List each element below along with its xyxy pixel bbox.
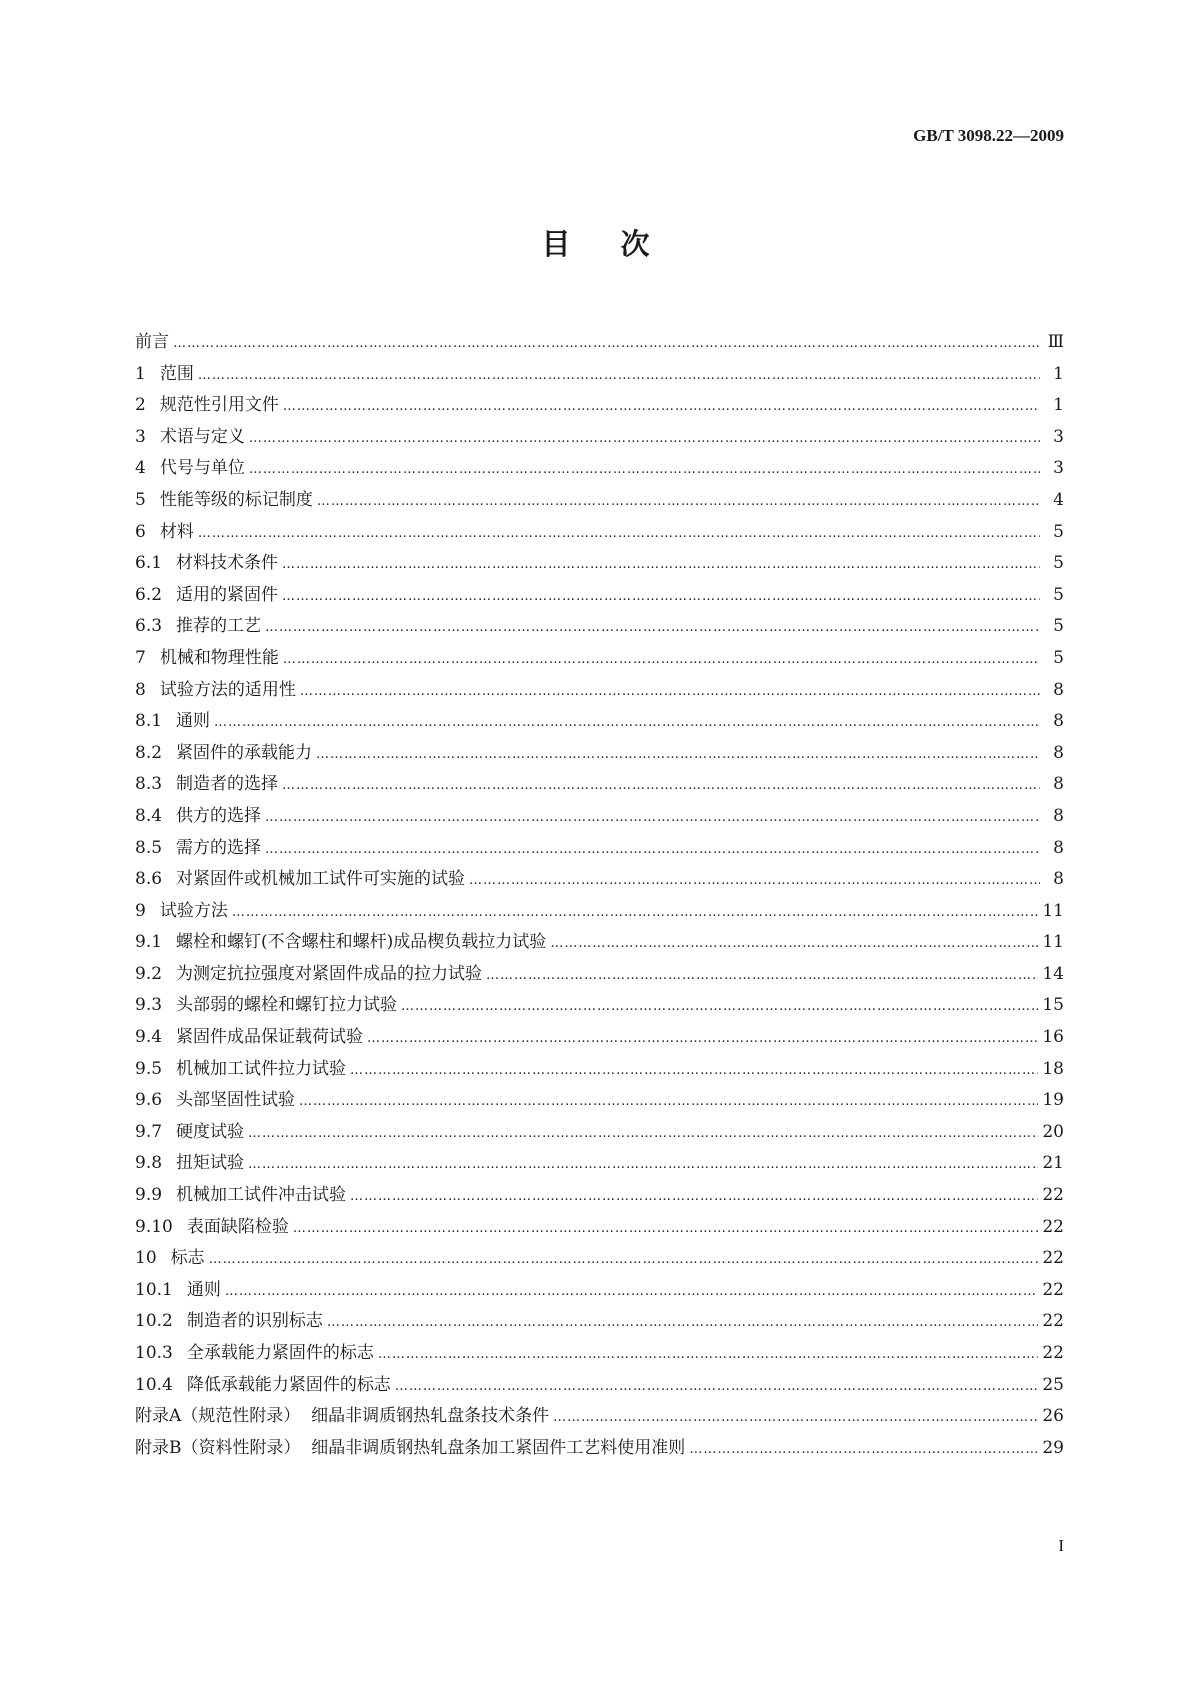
toc-entry-number: 9 — [135, 900, 146, 921]
toc-entry[interactable] — [135, 927, 1064, 959]
toc-entry-number: 9.5 — [135, 1058, 163, 1079]
toc-leader-dots — [293, 1221, 1039, 1236]
toc-entry-label: 标志 — [170, 1248, 205, 1269]
toc-entry-number: 9.9 — [135, 1185, 163, 1206]
toc-entry-number: 6.1 — [135, 553, 163, 574]
toc-entry[interactable] — [135, 580, 1064, 612]
toc-entry[interactable] — [135, 1370, 1064, 1402]
toc-entry-label: 紧固件成品保证载荷试验 — [176, 1027, 364, 1048]
toc-leader-dots — [469, 873, 1040, 888]
toc-entry-page: 11 — [1042, 932, 1064, 953]
toc-entry[interactable] — [135, 801, 1064, 833]
toc-entry-number: 8.5 — [135, 837, 163, 858]
toc-entry-page: 25 — [1042, 1374, 1064, 1395]
toc-entry-label: 性能等级的标记制度 — [159, 489, 313, 510]
toc-entry[interactable] — [135, 453, 1064, 485]
toc-entry-page: 5 — [1053, 647, 1064, 668]
toc-leader-dots — [300, 684, 1040, 699]
toc-entry-page: 5 — [1053, 616, 1064, 637]
toc-entry[interactable] — [135, 327, 1064, 359]
toc-entry-label: 前言 — [135, 332, 169, 352]
toc-entry-number: 9.1 — [135, 932, 163, 953]
toc-entry-label: 通则 — [186, 1279, 221, 1300]
toc-leader-dots — [350, 1063, 1038, 1078]
toc-entry-number: 6.2 — [135, 584, 163, 605]
toc-entry-label: 表面缺陷检验 — [186, 1216, 289, 1237]
toc-entry-label: 扭矩试验 — [176, 1153, 245, 1174]
toc-entry[interactable] — [135, 1212, 1064, 1244]
toc-leader-dots — [232, 905, 1039, 920]
toc-entry-page: 22 — [1042, 1248, 1064, 1269]
toc-entry-page: 8 — [1053, 837, 1064, 858]
toc-leader-dots — [265, 810, 1040, 825]
toc-entry-page: 1 — [1053, 395, 1064, 416]
toc-entry-number: 9.6 — [135, 1090, 163, 1111]
toc-entry-page: 29 — [1042, 1437, 1064, 1458]
toc-entry-label: 规范性引用文件 — [159, 395, 279, 416]
toc-entry[interactable] — [135, 959, 1064, 991]
toc-entry[interactable] — [135, 643, 1064, 675]
standard-code: GB/T 3098.22—2009 — [913, 126, 1064, 145]
toc-entry-number: 10.3 — [135, 1343, 173, 1363]
toc-entry-label: 机械加工试件冲击试验 — [176, 1185, 347, 1206]
toc-entry[interactable] — [135, 896, 1064, 928]
toc-entry[interactable] — [135, 1148, 1064, 1180]
toc-entry-number: 8 — [135, 679, 146, 700]
toc-entry-page: 11 — [1042, 900, 1064, 921]
toc-leader-dots — [282, 778, 1040, 793]
toc-entry-page: 8 — [1053, 805, 1064, 826]
toc-entry-number: 8.3 — [135, 774, 163, 795]
toc-leader-dots — [316, 747, 1040, 762]
toc-leader-dots — [198, 526, 1040, 541]
toc-leader-dots — [209, 1252, 1039, 1267]
toc-entry[interactable] — [135, 1117, 1064, 1149]
toc-entry[interactable] — [135, 1433, 1064, 1465]
toc-entry[interactable] — [135, 485, 1064, 517]
toc-entry-number: 3 — [135, 426, 146, 447]
toc-leader-dots — [248, 1157, 1038, 1172]
toc-entry-label: 硬度试验 — [176, 1121, 245, 1142]
toc-entry-number: 9.4 — [135, 1027, 163, 1048]
toc-entry-number: 9.3 — [135, 995, 163, 1016]
toc-entry-page: 22 — [1042, 1185, 1064, 1206]
toc-entry-page: 16 — [1042, 1027, 1064, 1048]
toc-entry-label: 头部坚固性试验 — [176, 1090, 296, 1111]
toc-entry-label: 材料技术条件 — [176, 553, 279, 574]
toc-entry[interactable] — [135, 864, 1064, 896]
toc-entry-number: 8.4 — [135, 805, 163, 826]
toc-entry-page: 3 — [1053, 426, 1064, 447]
toc-entry-label: 机械和物理性能 — [159, 647, 279, 668]
toc-entry-page: 4 — [1053, 489, 1064, 510]
toc-entry[interactable] — [135, 1180, 1064, 1212]
toc-entry[interactable] — [135, 706, 1064, 738]
toc-entry-page: 22 — [1042, 1343, 1064, 1363]
toc-entry-label: 供方的选择 — [176, 805, 262, 826]
toc-entry[interactable] — [135, 1275, 1064, 1307]
toc-entry-label: 机械加工试件拉力试验 — [176, 1058, 347, 1079]
toc-entry-label: 需方的选择 — [176, 837, 262, 858]
toc-entry-page: 19 — [1042, 1090, 1064, 1111]
toc-leader-dots — [282, 557, 1040, 572]
toc-leader-dots — [225, 1284, 1039, 1299]
toc-entry-label: 附录B（资料性附录） 细晶非调质钢热轧盘条加工紧固件工艺料使用准则 — [135, 1437, 686, 1458]
toc-entry[interactable] — [135, 675, 1064, 707]
toc-leader-dots — [327, 1315, 1039, 1330]
toc-entry-number: 8.2 — [135, 742, 163, 763]
toc-entry[interactable] — [135, 1338, 1064, 1370]
toc-entry[interactable] — [135, 390, 1064, 422]
toc-entry-number: 10.2 — [135, 1311, 173, 1332]
toc-entry-number: 7 — [135, 647, 146, 668]
toc-entry-page: 5 — [1053, 521, 1064, 542]
toc-entry-label: 试验方法的适用性 — [159, 679, 296, 700]
toc-leader-dots — [350, 1189, 1038, 1204]
toc-entry-page: 22 — [1042, 1216, 1064, 1237]
toc-entry-page: 8 — [1053, 679, 1064, 700]
toc-leader-dots — [173, 336, 1040, 351]
toc-entry-number: 6 — [135, 521, 146, 542]
toc-entry-label: 头部弱的螺栓和螺钉拉力试验 — [176, 995, 398, 1016]
toc-entry-page: 1 — [1053, 363, 1064, 384]
toc-entry-number: 2 — [135, 395, 146, 416]
toc-entry-number: 8.1 — [135, 711, 163, 732]
toc-leader-dots — [249, 431, 1040, 446]
toc-entry-page: 26 — [1042, 1406, 1064, 1427]
toc-entry-page: 15 — [1042, 995, 1064, 1016]
toc-entry-page: 3 — [1053, 458, 1064, 479]
page-number: I — [1058, 1536, 1064, 1555]
toc-entry-page: Ⅲ — [1047, 332, 1064, 352]
toc-entry-page: 8 — [1053, 774, 1064, 795]
toc-leader-dots — [401, 999, 1038, 1014]
toc-entry-number: 9.2 — [135, 963, 163, 984]
toc-leader-dots — [249, 462, 1040, 477]
toc-entry-number: 1 — [135, 363, 146, 384]
toc-entry-page: 18 — [1042, 1058, 1064, 1079]
toc-entry-label: 材料 — [159, 521, 194, 542]
toc-leader-dots — [299, 1094, 1038, 1109]
toc-entry[interactable] — [135, 1054, 1064, 1086]
toc-leader-dots — [550, 936, 1038, 951]
toc-entry-page: 8 — [1053, 711, 1064, 732]
toc-leader-dots — [283, 652, 1040, 667]
page-title: 目次 — [541, 227, 700, 261]
toc-entry-number: 9.10 — [135, 1216, 173, 1237]
toc-entry-label: 对紧固件或机械加工试件可实施的试验 — [176, 869, 466, 890]
toc-entry[interactable] — [135, 990, 1064, 1022]
toc-entry-page: 8 — [1053, 742, 1064, 763]
toc-entry-label: 制造者的识别标志 — [186, 1311, 323, 1332]
toc-entry-page: 8 — [1053, 869, 1064, 890]
toc-entry-number: 9.8 — [135, 1153, 163, 1174]
toc-leader-dots — [553, 1410, 1038, 1425]
toc-entry-page: 5 — [1053, 584, 1064, 605]
toc-entry[interactable] — [135, 769, 1064, 801]
toc-entry-label: 为测定抗拉强度对紧固件成品的拉力试验 — [176, 963, 483, 984]
toc-entry[interactable] — [135, 517, 1064, 549]
toc-leader-dots — [367, 1031, 1038, 1046]
toc-leader-dots — [283, 399, 1040, 414]
toc-entry[interactable] — [135, 548, 1064, 580]
toc-entry[interactable] — [135, 833, 1064, 865]
toc-leader-dots — [317, 494, 1040, 509]
toc-leader-dots — [214, 715, 1040, 730]
toc-entry-label: 附录A（规范性附录） 细晶非调质钢热轧盘条技术条件 — [135, 1406, 550, 1427]
toc-leader-dots — [248, 1126, 1038, 1141]
toc-entry-number: 8.6 — [135, 869, 163, 890]
toc-leader-dots — [265, 620, 1040, 635]
toc-entry-number: 10.1 — [135, 1279, 173, 1300]
toc-entry-page: 22 — [1042, 1311, 1064, 1332]
toc-entry-number: 5 — [135, 489, 146, 510]
toc-entry-label: 适用的紧固件 — [176, 584, 279, 605]
toc-entry-number: 4 — [135, 458, 146, 479]
toc-entry-page: 20 — [1042, 1121, 1064, 1142]
toc-entry-page: 22 — [1042, 1279, 1064, 1300]
toc-entry-label: 制造者的选择 — [176, 774, 279, 795]
toc-entry[interactable] — [135, 359, 1064, 391]
toc-entry-label: 全承载能力紧固件的标志 — [186, 1343, 374, 1363]
toc-leader-dots — [395, 1379, 1039, 1394]
toc-entry-label: 紧固件的承载能力 — [176, 742, 313, 763]
toc-entry-label: 降低承载能力紧固件的标志 — [186, 1374, 391, 1395]
toc-entry[interactable] — [135, 1401, 1064, 1433]
toc-entry-label: 推荐的工艺 — [176, 616, 262, 637]
toc-entry[interactable] — [135, 611, 1064, 643]
toc-leader-dots — [486, 968, 1038, 983]
toc-entry[interactable] — [135, 1085, 1064, 1117]
toc-leader-dots — [198, 368, 1040, 383]
toc-leader-dots — [689, 1442, 1038, 1457]
toc-entry-number: 10 — [135, 1248, 157, 1269]
toc-entry-number: 9.7 — [135, 1121, 163, 1142]
toc-entry-number: 10.4 — [135, 1374, 173, 1395]
toc-entry[interactable] — [135, 738, 1064, 770]
toc-leader-dots — [265, 842, 1040, 857]
toc-entry[interactable] — [135, 1306, 1064, 1338]
toc-entry-page: 14 — [1042, 963, 1064, 984]
toc-entry[interactable] — [135, 1022, 1064, 1054]
toc-entry-label: 螺栓和螺钉(不含螺柱和螺杆)成品楔负载拉力试验 — [176, 932, 547, 953]
table-of-contents — [135, 327, 1064, 1464]
toc-entry-label: 范围 — [159, 363, 194, 384]
toc-leader-dots — [282, 589, 1040, 604]
toc-leader-dots — [378, 1347, 1039, 1362]
toc-entry-label: 术语与定义 — [159, 426, 245, 447]
toc-entry[interactable] — [135, 422, 1064, 454]
toc-entry-page: 5 — [1053, 553, 1064, 574]
toc-entry-page: 21 — [1042, 1153, 1064, 1174]
toc-entry-label: 代号与单位 — [159, 458, 245, 479]
toc-entry-number: 6.3 — [135, 616, 163, 637]
toc-entry-label: 通则 — [176, 711, 211, 732]
toc-entry-label: 试验方法 — [159, 900, 228, 921]
toc-entry[interactable] — [135, 1243, 1064, 1275]
